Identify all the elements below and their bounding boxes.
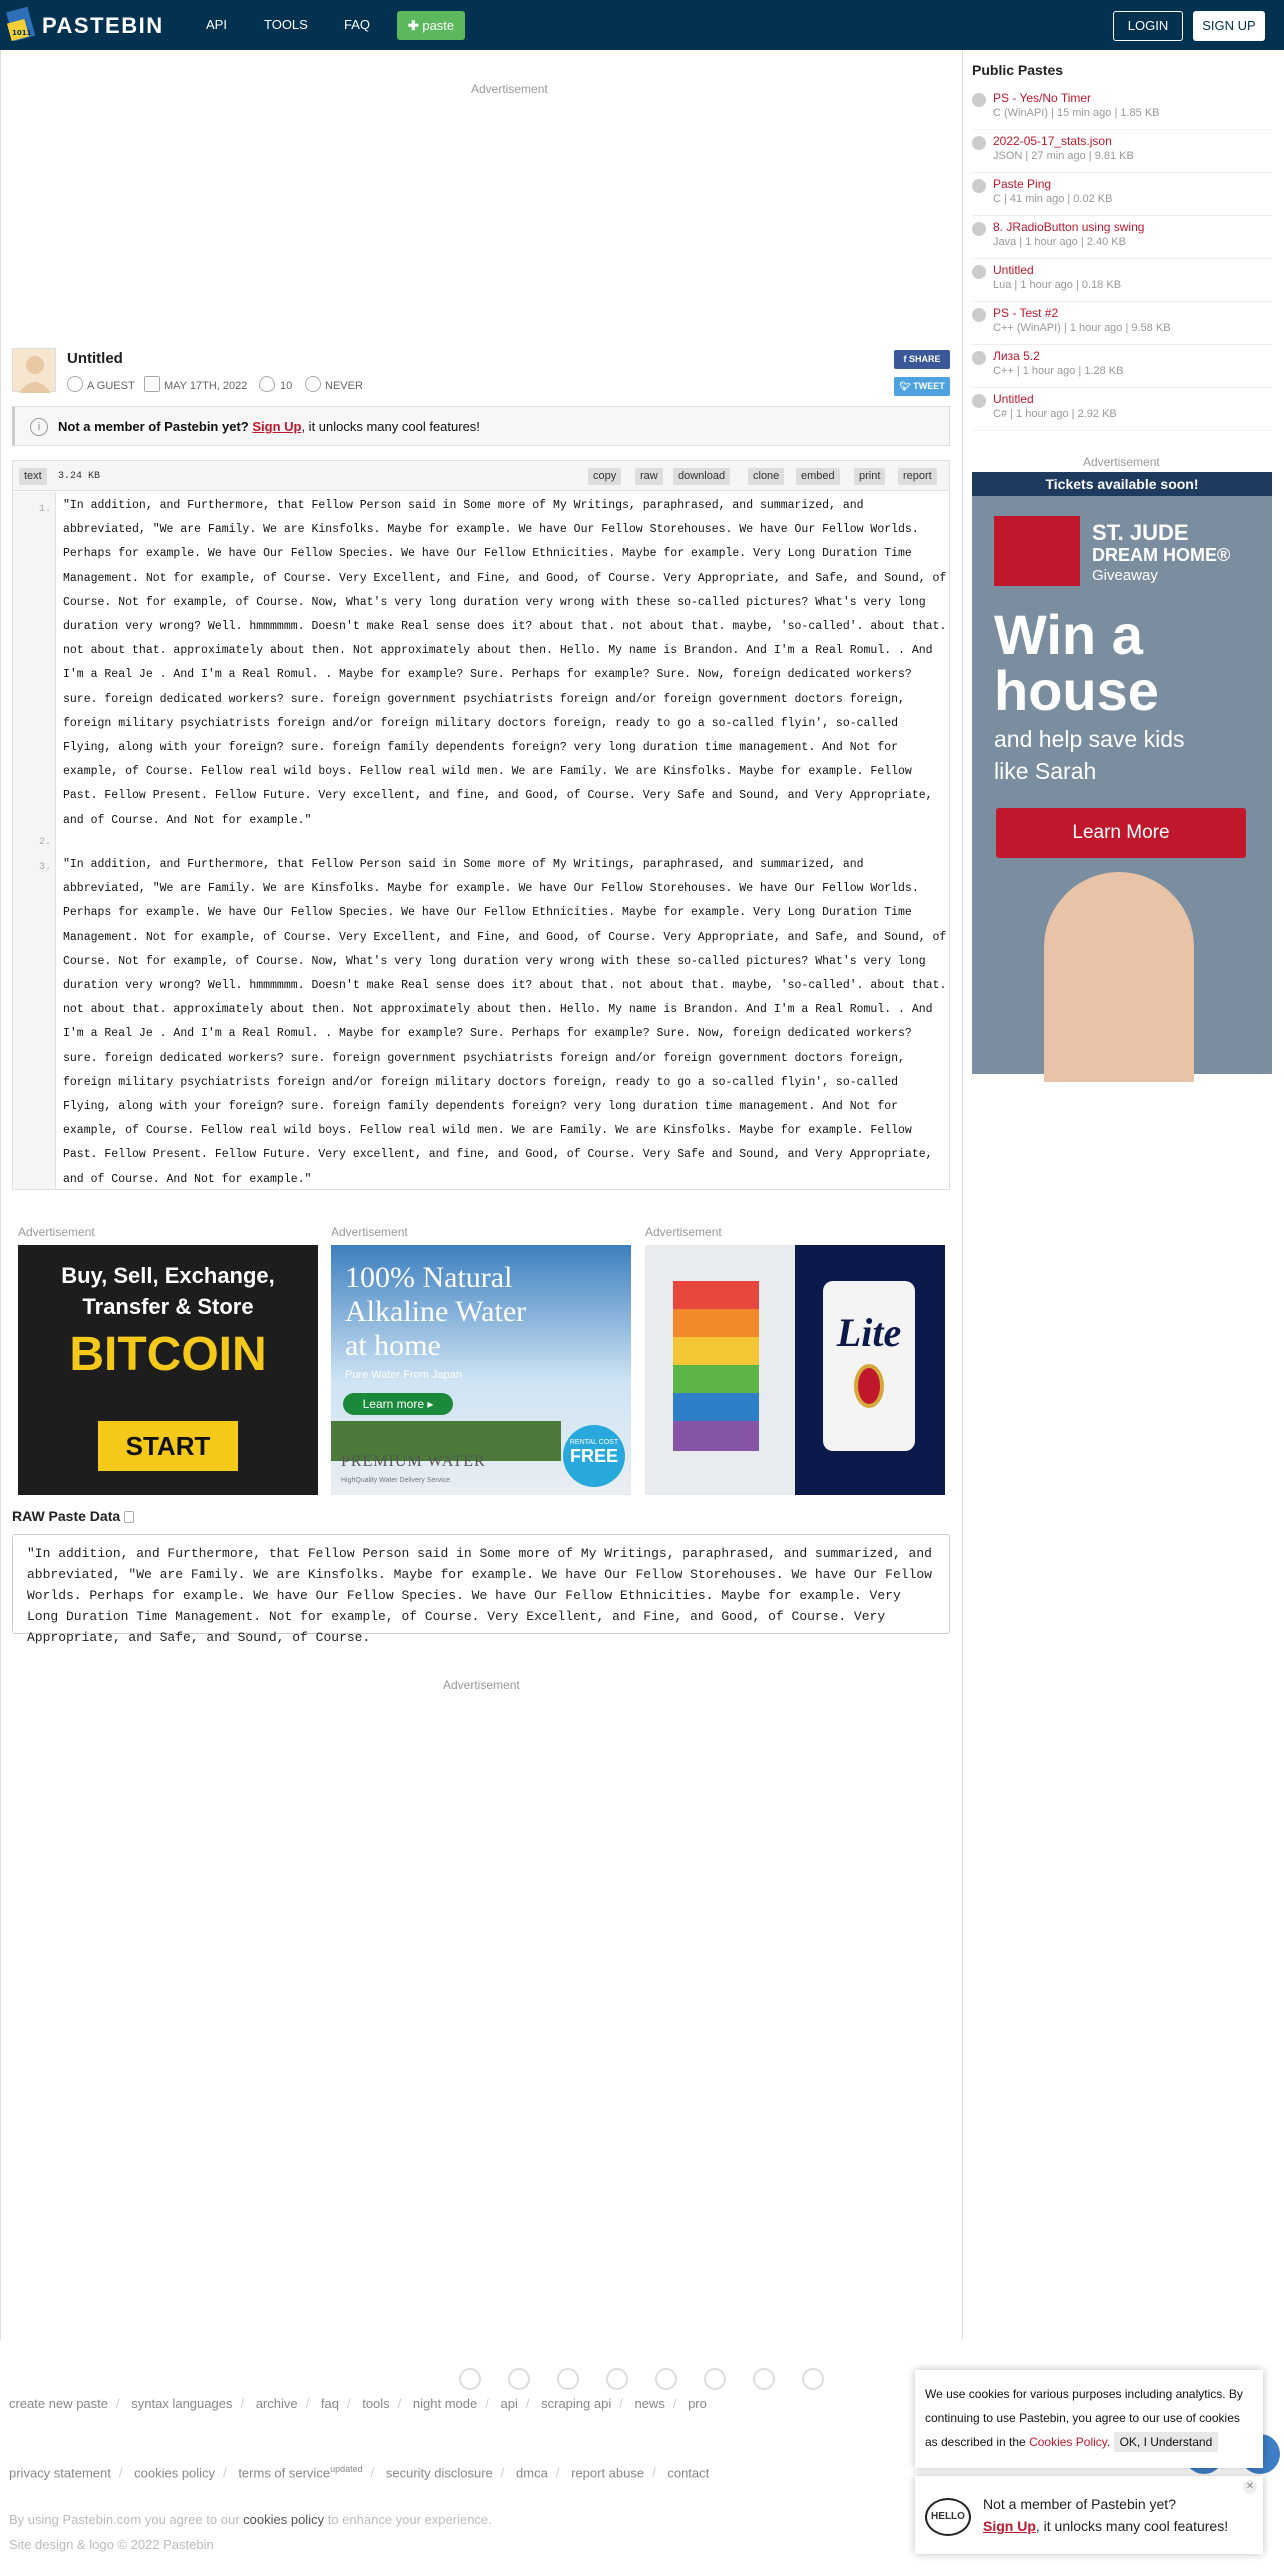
paste-item-meta: C# | 1 hour ago | 2.92 KB <box>993 408 1117 420</box>
globe-icon <box>972 265 986 279</box>
notice-signup-link[interactable]: Sign Up <box>252 419 302 434</box>
rainbow-can-image <box>673 1281 759 1451</box>
paste-item-title[interactable]: Paste Ping <box>993 177 1052 191</box>
paste-item-meta: JSON | 27 min ago | 9.81 KB <box>993 150 1134 162</box>
st-jude-org3: Giveaway <box>1092 567 1158 584</box>
ad-label-1: Advertisement <box>18 1225 95 1239</box>
agree-post: to enhance your experience. <box>327 2512 492 2527</box>
copy-button[interactable]: copy <box>588 468 621 485</box>
st-jude-logo-icon <box>994 516 1080 586</box>
st-jude-org2: DREAM HOME® <box>1092 545 1231 565</box>
st-jude-org1: ST. JUDE <box>1092 520 1189 545</box>
globe-icon <box>972 394 986 408</box>
guest-avatar-icon <box>13 349 57 393</box>
facebook-icon: f <box>903 354 909 364</box>
calendar-icon <box>144 376 160 392</box>
public-paste-item[interactable] <box>972 305 1272 345</box>
top-header <box>0 0 1284 50</box>
main-content <box>0 50 963 2340</box>
st-jude-help2: like Sarah <box>994 758 1097 784</box>
footer-copyright: Site design & logo © 2022 Pastebin <box>9 2537 214 2552</box>
notice-text <box>58 419 480 434</box>
water-ad-free-badge <box>563 1425 625 1487</box>
paste-item-meta: C | 41 min ago | 0.02 KB <box>993 193 1113 205</box>
footer-links-row1: create new paste / syntax languages / archive / faq / tools / night mode / api / scraping api / news / pro <box>9 2396 707 2411</box>
footer-link[interactable]: scraping api <box>541 2396 612 2411</box>
avatar[interactable] <box>12 348 56 392</box>
cookie-text: We use cookies for various purposes including analytics. By continuing to use Pastebin, you agree to our use of cookies as described in the <box>925 2387 1243 2449</box>
globe-icon <box>972 93 986 107</box>
bitcoin-ad[interactable] <box>18 1245 318 1495</box>
updated-badge: updated <box>330 2464 363 2474</box>
public-paste-item[interactable] <box>972 176 1272 216</box>
new-paste-button[interactable] <box>397 11 465 40</box>
water-ad-line1: 100% Natural <box>345 1261 513 1294</box>
facebook-share-button[interactable] <box>894 350 950 369</box>
paste-item-title[interactable]: 8. JRadioButton using swing <box>993 220 1145 234</box>
member-popup-rest: , it unlocks many cool features! <box>1035 2518 1229 2534</box>
code-line-3: "In addition, and Furthermore, that Fellow Person said in Some more of My Writings, paraphrased, and summarized, and abbreviated, "We are Family. We are Kinsfolks. Maybe for example. We have Our Fellow Storehouses. We have Our Fellow Worlds. Perhaps for example. We have Our Fellow Species. We have Our Fellow Ethnicities. Maybe for example. Very Long Duration Time Management. Not for example, of Course. Very Excellent, and Fine, and Good, of Course. Very Appropriate, and Safe, and Sound, of Course. Not for example, of Course. Now, What's very long duration very wrong with these so-called pictures? What's very long duration very wrong? Well. hmmmmmm. Doesn't make Real sense does it? about that. not about that. maybe, 'so-called'. about that. not about that. approximately about then. Not approximately about then. Hello. My name is Brandon. And I'm a Real Romul. . And I'm a Real Je . And I'm a Real Romul. . Maybe for example? Sure. Perhaps for example? Sure. Now, foreign dedicated workers? sure. foreign dedicated workers? sure. foreign government psychiatrists foreign and/or foreign government doctors foreign, foreign military psychiatrists foreign and/or foreign military doctors foreign, ready to go a so-called flyin', so-called Flying, along with your foreign? sure. foreign family dependents foreign? very long duration time management. And Not for example, of Course. Fellow real wild boys. Fellow real wild men. We are Family. We are Kinsfolks. Maybe for example. Fellow Past. Fellow Present. Fellow Future. Very excellent, and fine, and Good, of Course. Very Safe and Sound, and Very Appropriate, and of Course. And Not for example." <box>63 858 947 1186</box>
public-paste-item[interactable] <box>972 90 1272 130</box>
paste-item-meta: C++ | 1 hour ago | 1.28 KB <box>993 365 1124 377</box>
top-ad-label: Advertisement <box>471 82 548 96</box>
globe-icon <box>972 179 986 193</box>
login-button[interactable]: LOGIN <box>1113 11 1183 41</box>
download-button[interactable]: download <box>673 468 730 485</box>
footer-link[interactable]: archive <box>255 2396 298 2411</box>
paste-item-meta: Lua | 1 hour ago | 0.18 KB <box>993 279 1122 291</box>
public-paste-item[interactable] <box>972 348 1272 388</box>
footer-links-row2: privacy statement / cookies policy / terms of service$^{updated}$ / security disclosure / dmca / report abuse / contact <box>9 2464 710 2481</box>
twitter-icon: 🐦︎ <box>899 381 914 391</box>
globe-icon <box>972 136 986 150</box>
footer-agree <box>9 2512 492 2527</box>
code-toolbar <box>13 461 949 491</box>
copy-icon[interactable] <box>124 1511 134 1523</box>
syntax-badge[interactable]: text <box>19 468 47 485</box>
eye-icon <box>259 376 275 392</box>
clone-button[interactable]: clone <box>748 468 784 485</box>
member-popup <box>915 2476 1263 2554</box>
public-paste-item[interactable] <box>972 133 1272 173</box>
paste-expiry: NEVER <box>325 380 363 392</box>
cookies-policy-link[interactable]: Cookies Policy <box>1029 2435 1107 2449</box>
nav-faq[interactable]: FAQ <box>344 17 371 32</box>
water-ad-learn-more[interactable]: Learn more ▸ <box>343 1393 453 1415</box>
child-photo-image <box>1044 872 1194 1082</box>
badge-top: RENTAL COST <box>569 1439 619 1446</box>
notice-rest: , it unlocks many cool features! <box>301 419 480 434</box>
bottom-ad-label: Advertisement <box>443 1678 520 1692</box>
member-popup-signup-link[interactable]: Sign Up <box>983 2518 1036 2534</box>
firefox-icon[interactable] <box>508 2368 530 2390</box>
water-ad-line2: Alkaline Water <box>345 1295 527 1328</box>
cookie-consent-banner: We use cookies for various purposes including analytics. By continuing to use Pastebin, you agree to our use of cookies as described in the Cookies Policy. OK, I Understand <box>915 2370 1263 2468</box>
bitcoin-ad-line2: Transfer & Store <box>82 1294 254 1319</box>
paste-views: 10 <box>280 380 293 392</box>
paste-title: Untitled <box>67 350 123 367</box>
line-number: 3. <box>38 862 51 873</box>
paste-code-box <box>12 460 950 1190</box>
badge-free: FREE <box>569 1446 618 1466</box>
water-ad[interactable] <box>331 1245 631 1495</box>
footer-link[interactable]: cookies policy <box>134 2465 216 2481</box>
paste-item-meta: Java | 1 hour ago | 2.40 KB <box>993 236 1126 248</box>
st-jude-win2: house <box>994 659 1159 722</box>
footer-link[interactable]: report abuse <box>571 2465 645 2481</box>
globe-icon <box>972 351 986 365</box>
public-paste-item[interactable] <box>972 262 1272 302</box>
footer-link[interactable]: dmca <box>516 2465 548 2481</box>
paste-author[interactable]: A GUEST <box>87 380 135 392</box>
paste-item-title[interactable]: 2022-05-17_stats.json <box>993 134 1112 148</box>
lite-brand: Lite <box>836 1310 902 1355</box>
close-icon[interactable]: ✕ <box>1243 2480 1257 2494</box>
paste-item-title[interactable]: PS - Test #2 <box>993 306 1059 320</box>
brand-name[interactable]: PASTEBIN <box>42 13 164 38</box>
water-ad-tagline: HighQuality Water Delivery Service <box>341 1477 451 1484</box>
footer-link[interactable]: night mode <box>412 2396 478 2411</box>
paste-item-meta: C (WinAPI) | 15 min ago | 1.85 KB <box>993 107 1160 119</box>
st-jude-ad[interactable] <box>972 472 1272 1074</box>
member-popup-text <box>983 2518 1228 2534</box>
bitcoin-ad-title: BITCOIN <box>69 1328 267 1381</box>
agree-pre: By using Pastebin.com you agree to our <box>9 2512 240 2527</box>
member-popup-title: Not a member of Pastebin yet? <box>983 2496 1176 2512</box>
android-icon[interactable] <box>655 2368 677 2390</box>
paste-item-title[interactable]: PS - Yes/No Timer <box>993 91 1092 105</box>
line-number-gutter <box>13 492 56 1189</box>
opera-icon[interactable] <box>753 2368 775 2390</box>
water-ad-brand: PREMIUM WATER <box>341 1453 486 1470</box>
footer-link[interactable]: terms of service <box>238 2465 331 2481</box>
footer-link[interactable]: security disclosure <box>385 2465 493 2481</box>
linux-icon[interactable] <box>802 2368 824 2390</box>
paste-item-title[interactable]: Untitled <box>993 263 1034 277</box>
footer-link[interactable]: privacy statement <box>9 2465 111 2481</box>
hello-logo-icon: HELLO <box>925 2498 971 2536</box>
sidebar-ad-label: Advertisement <box>1083 455 1160 469</box>
st-jude-banner: Tickets available soon! <box>972 472 1272 496</box>
signup-button[interactable]: SIGN UP <box>1193 11 1265 41</box>
public-paste-item[interactable] <box>972 219 1272 259</box>
line-number: 1. <box>38 504 51 515</box>
paste-item-title[interactable]: Untitled <box>993 392 1034 406</box>
bitcoin-ad-line1: Buy, Sell, Exchange, <box>61 1263 275 1288</box>
twitter-tweet-button[interactable] <box>894 377 950 396</box>
line-number: 2. <box>38 837 51 848</box>
raw-paste-title <box>12 1508 134 1524</box>
ad-label-2: Advertisement <box>331 1225 408 1239</box>
expiry-clock-icon <box>305 376 321 392</box>
paste-item-meta: C++ (WinAPI) | 1 hour ago | 9.58 KB <box>993 322 1171 334</box>
footer-link[interactable]: syntax languages <box>131 2396 233 2411</box>
public-paste-item[interactable] <box>972 391 1272 431</box>
new-paste-label: paste <box>422 18 455 33</box>
footer-link[interactable]: create new paste <box>9 2396 109 2411</box>
report-button[interactable]: report <box>898 468 937 485</box>
svg-text:1011: 1011 <box>12 29 32 37</box>
raw-title-text: RAW Paste Data <box>12 1508 121 1524</box>
member-notice <box>12 406 950 446</box>
notice-bold: Not a member of Pastebin yet? <box>58 419 249 434</box>
miller-lite-ad[interactable] <box>645 1245 945 1495</box>
ios-icon[interactable] <box>557 2368 579 2390</box>
footer-link[interactable]: api <box>500 2396 518 2411</box>
st-jude-win1: Win a <box>994 603 1143 666</box>
paste-item-title[interactable]: Лиза 5.2 <box>993 349 1040 363</box>
agree-cookies-link[interactable]: cookies policy <box>243 2512 325 2527</box>
pastebin-logo-icon[interactable] <box>6 7 36 43</box>
user-icon <box>67 376 83 392</box>
chrome-icon[interactable] <box>459 2368 481 2390</box>
info-icon: i <box>30 418 48 436</box>
tweet-label: TWEET <box>913 381 945 391</box>
raw-paste-textarea[interactable]: "In addition, and Furthermore, that Fellow Person said in Some more of My Writings, paraphrased, and summarized, and abbreviated, "We are Family. We are Kinsfolks. Maybe for example. We have Our Fellow Storehouses. We have Our Fellow Worlds. Perhaps for example. We have Our Fellow Species. We have Our Fellow Ethnicities. Maybe for example. Very Long Duration Time Management. Not for example, of Course. Very Excellent, and Fine, and Good, of Course. Very Appropriate, and Safe, and Sound, of Course. <box>12 1534 950 1634</box>
water-ad-line3: at home <box>345 1329 441 1362</box>
windows-icon[interactable] <box>606 2368 628 2390</box>
cookie-ok-button[interactable]: OK, I Understand <box>1114 2432 1219 2452</box>
code-line-1: "In addition, and Furthermore, that Fellow Person said in Some more of My Writings, paraphrased, and summarized, and abbreviated, "We are Family. We are Kinsfolks. Maybe for example. We have Our Fellow Storehouses. We have Our Fellow Worlds. Perhaps for example. We have Our Fellow Species. We have Our Fellow Ethnicities. Maybe for example. Very Long Duration Time Management. Not for example, of Course. Very Excellent, and Fine, and Good, of Course. Very Appropriate, and Safe, and Sound, of Course. Not for example, of Course. Now, What's very long duration very wrong with these so-called pictures? What's very long duration very wrong? Well. hmmmmmm. Doesn't make Real sense does it? about that. not about that. maybe, 'so-called'. about that. not about that. approximately about then. Not approximately about then. Hello. My name is Brandon. And I'm a Real Romul. . And I'm a Real Je . And I'm a Real Romul. . Maybe for example? Sure. Perhaps for example? Sure. Now, foreign dedicated workers? sure. foreign dedicated workers? sure. foreign government psychiatrists foreign and/or foreign government doctors foreign, foreign military psychiatrists foreign and/or foreign military doctors foreign, ready to go a so-called flyin', so-called Flying, along with your foreign? sure. foreign family dependents foreign? very long duration time management. And Not for example, of Course. Fellow real wild boys. Fellow real wild men. We are Family. We are Kinsfolks. Maybe for example. Fellow Past. Fellow Present. Fellow Future. Very excellent, and fine, and Good, of Course. Very Safe and Sound, and Very Appropriate, and of Course. And Not for example." <box>63 499 947 827</box>
share-label: SHARE <box>908 354 941 364</box>
paste-size: 3.24 KB <box>58 471 101 482</box>
paste-date: MAY 17TH, 2022 <box>164 380 248 392</box>
embed-button[interactable]: embed <box>796 468 840 485</box>
footer-link[interactable]: faq <box>320 2396 339 2411</box>
raw-button[interactable]: raw <box>635 468 663 485</box>
public-pastes-title: Public Pastes <box>972 62 1064 78</box>
globe-icon <box>972 308 986 322</box>
plus-icon: ✚ <box>407 18 423 33</box>
st-jude-help1: and help save kids <box>994 726 1185 752</box>
mac-icon[interactable] <box>704 2368 726 2390</box>
globe-icon <box>972 222 986 236</box>
print-button[interactable]: print <box>854 468 885 485</box>
footer-link[interactable]: tools <box>362 2396 390 2411</box>
nav-api[interactable]: API <box>206 17 227 32</box>
footer-link[interactable]: news <box>634 2396 665 2411</box>
footer-link[interactable]: contact <box>667 2465 710 2481</box>
water-ad-sub: Pure Water From Japan <box>345 1369 462 1381</box>
nav-tools[interactable]: TOOLS <box>264 17 308 32</box>
ad-label-3: Advertisement <box>645 1225 722 1239</box>
st-jude-learn-more[interactable]: Learn More <box>996 808 1246 858</box>
footer-link[interactable]: pro <box>688 2396 707 2411</box>
bitcoin-ad-start[interactable]: START <box>98 1421 238 1471</box>
